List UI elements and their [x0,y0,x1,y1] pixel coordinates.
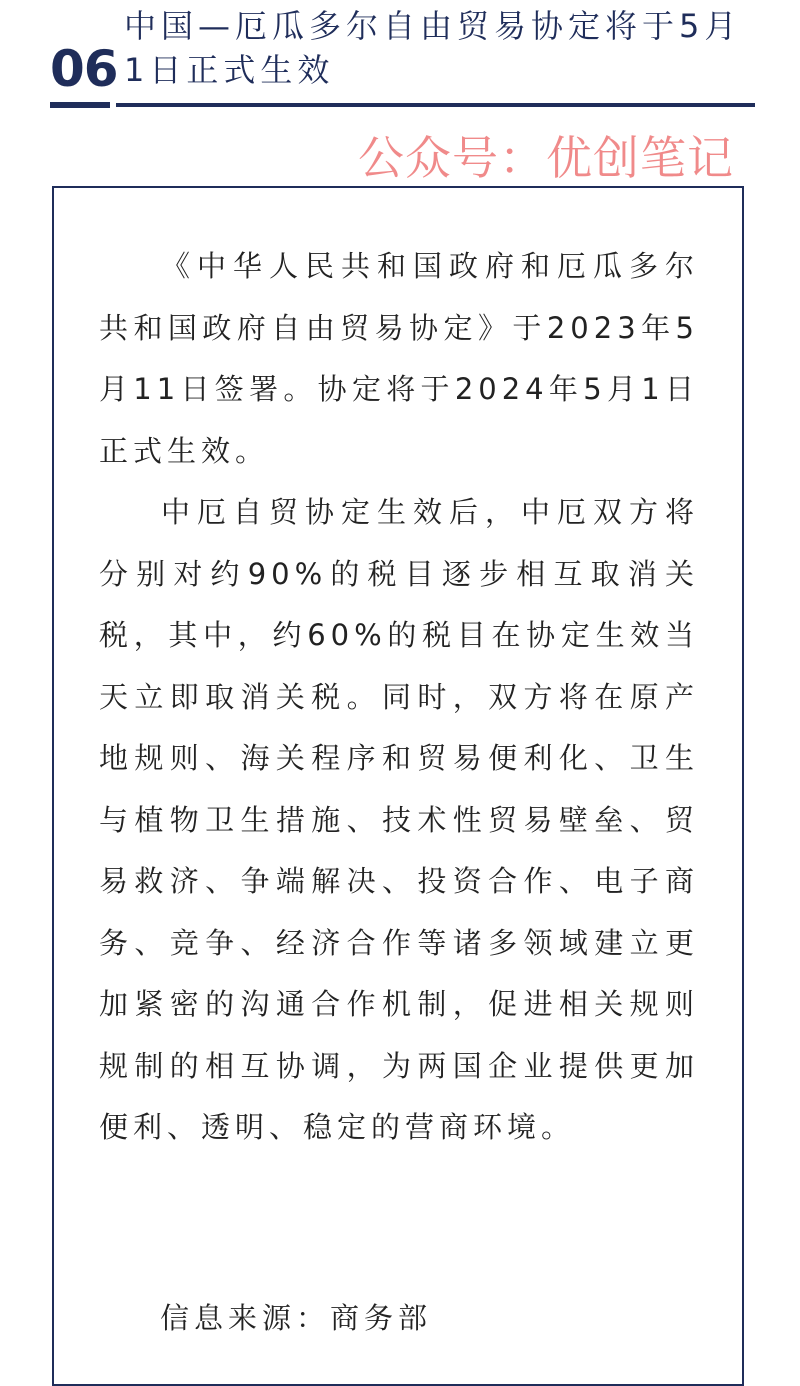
section-number-underline [50,102,110,108]
section-number: 06 [50,40,118,98]
source-note: 信息来源：商务部 [160,1301,433,1335]
paragraph-1: 《中华人民共和国政府和厄瓜多尔共和国政府自由贸易协定》于2023年5月11日签署。协定将于2024年5月1日正式生效。 [99,249,699,468]
title-divider [116,103,755,107]
watermark-text: 公众号：优创笔记 [358,131,734,185]
paragraph-2: 中厄自贸协定生效后，中厄双方将分别对约90%的税目逐步相互取消关税，其中，约60%的税目在协定生效当天立即取消关税。同时，双方将在原产地规则、海关程序和贸易便利化、卫生与植物卫生措施、技术性贸易壁垒、贸易救济、争端解决、投资合作、电子商务、竞争、经济合作等诸多领域建立更加紧密的沟通合作机制，促进相关规则规制的相互协调，为两国企业提供更加便利、透明、稳定的营商环境。 [99,495,699,1144]
article-title: 中国—厄瓜多尔自由贸易协定将于5月1日正式生效 [124,7,742,89]
article-body [99,236,699,1159]
